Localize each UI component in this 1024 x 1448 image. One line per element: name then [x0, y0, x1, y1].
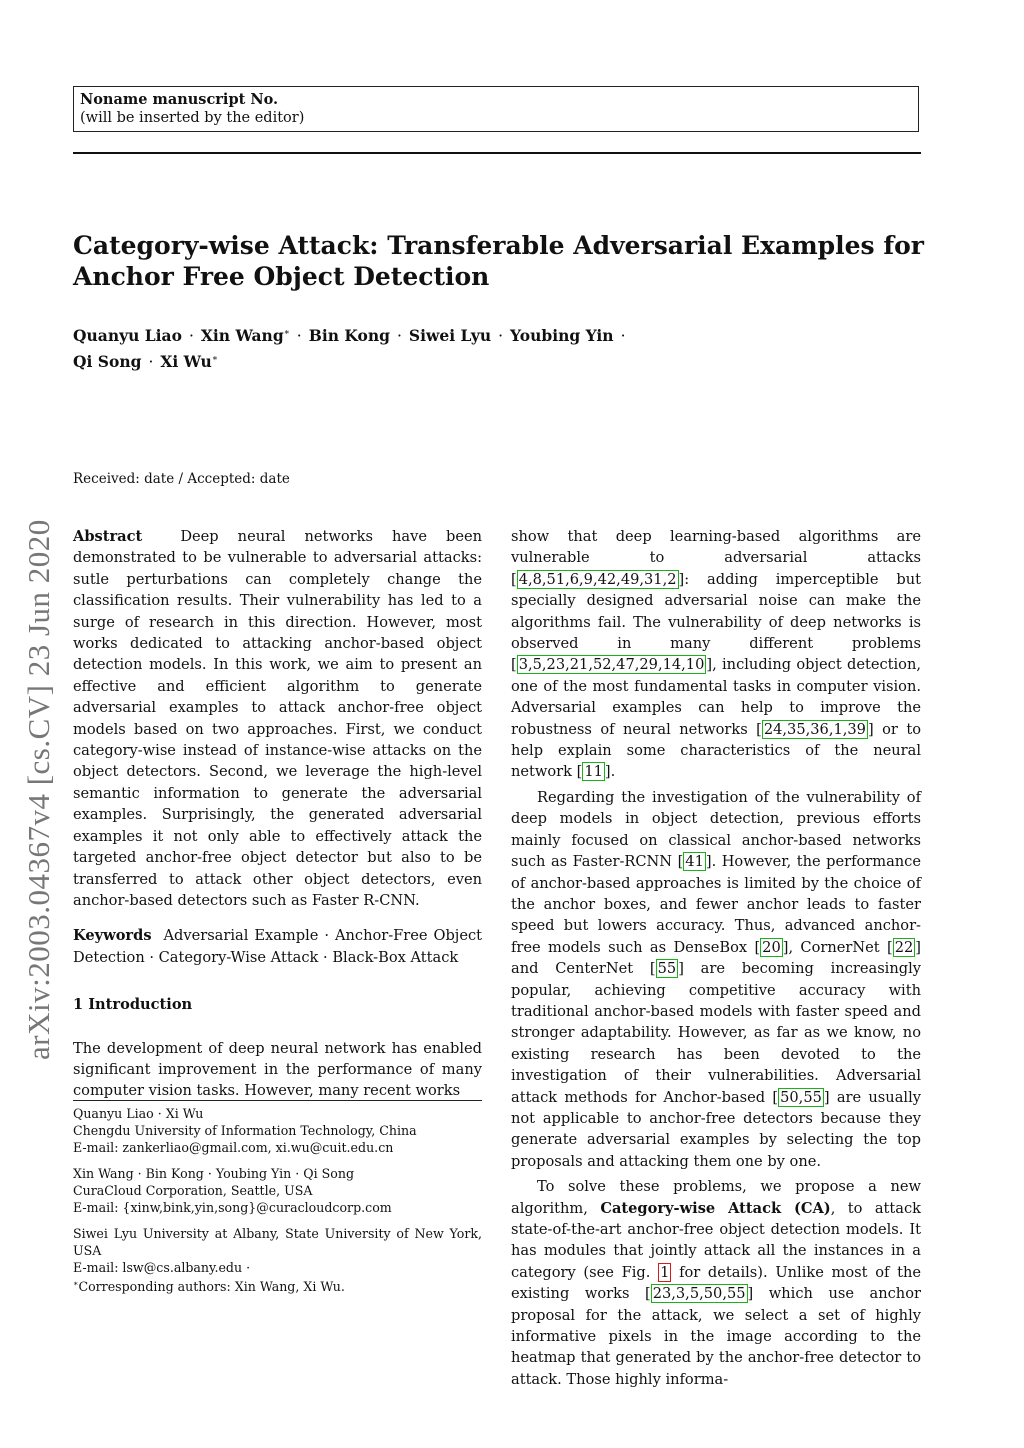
arxiv-stamp: arXiv:2003.04367v4 [cs.CV] 23 Jun 2020 [21, 519, 56, 1060]
citation-link[interactable]: 11 [584, 763, 603, 781]
left-column [73, 526, 482, 1106]
figure-link[interactable]: 1 [660, 1263, 670, 1281]
received-date: Received: date / Accepted: date [73, 471, 290, 487]
author-name: Xi Wu [160, 352, 212, 372]
manuscript-info-box [73, 86, 919, 132]
author-name: Qi Song [73, 352, 142, 372]
affiliation-3: Siwei Lyu University at Albany, State University of New York, USA E-mail: lsw@cs.albany.edu · ∗Corresponding authors: Xin Wang, Xi Wu. [73, 1226, 482, 1295]
citation-link[interactable]: 4,8,51,6,9,42,49,31,2 [518, 570, 677, 588]
author-name: Bin Kong [308, 326, 390, 346]
section-heading: 1 Introduction [73, 996, 193, 1014]
paper-title: Category-wise Attack: Transferable Adversarial Examples for Anchor Free Object Detection [73, 231, 924, 291]
citation-link[interactable]: 23,3,5,50,55 [652, 1285, 746, 1303]
author-name: Xin Wang [200, 326, 284, 346]
method-name: Category-wise Attack (CA) [600, 1199, 831, 1217]
citation-link[interactable]: 41 [685, 853, 704, 871]
author-name: Quanyu Liao [73, 326, 182, 346]
author-list: Quanyu Liao · Xin Wang∗ · Bin Kong · Siwei Lyu · Youbing Yin · Qi Song · Xi Wu∗ [73, 326, 626, 372]
citation-link[interactable]: 20 [762, 938, 781, 956]
footnote-rule [73, 1100, 482, 1101]
author-name: Youbing Yin [510, 326, 614, 346]
keywords-text: Adversarial Example · Anchor-Free Object Detection · Category-Wise Attack · Black-Box Attack [73, 927, 482, 966]
intro-paragraph-3: To solve these problems, we propose a new algorithm, Category-wise Attack (CA), to attack state-of-the-art anchor-free object detection models. It has modules that jointly attack all the instances in a category (see Fig. 1 for details). Unlike most of the existing works [ 23,3,5,50,55 ] which use anchor proposal for the attack, we select a set of highly informative pixels in the image according to the heatmap that generated by the anchor-free detector to attack. Those highly informa- [511, 1178, 922, 1388]
affiliation-2: Xin Wang · Bin Kong · Youbing Yin · Qi Song CuraCloud Corporation, Seattle, USA E-mail: {xinw,bink,yin,song}@curacloudcorp.com [73, 1166, 392, 1215]
citation-link[interactable]: 50,55 [780, 1088, 822, 1106]
author-name: Siwei Lyu [408, 326, 492, 346]
abstract-label: Abstract [73, 528, 143, 545]
abstract-text: Deep neural networks have been demonstrated to be vulnerable to adversarial attacks: sutle perturbations can completely change the classification results. Their vulnerability has led to a surge of research in this direction. However, most works dedicated to attacking anchor-based object detection models. In this work, we aim to present an effective and efficient algorithm to generate adversarial examples to attack anchor-free object models based on two approaches. First, we conduct category-wise instead of instance-wise attacks on the object detectors. Second, we leverage the high-level semantic information to generate the adversarial examples. Surprisingly, the generated adversarial examples it not only able to effectively attack the targeted anchor-free object detector but also to be transferred to attack other object detectors, even anchor-based detectors such as Faster R-CNN. [73, 528, 483, 909]
manuscript-number: Noname manuscript No. [80, 91, 279, 108]
header-rule [73, 152, 921, 154]
corresponding-mark: ∗ [211, 354, 218, 365]
corresponding-mark: ∗ [283, 328, 290, 338]
citation-link[interactable]: 24,35,36,1,39 [763, 720, 866, 738]
editor-note: (will be inserted by the editor) [80, 110, 305, 126]
keywords-label: Keywords [73, 927, 152, 945]
citation-link[interactable]: 22 [894, 938, 914, 956]
intro-paragraph-continued: show that deep learning-based algorithms are vulnerable to adversarial attacks [ 4,8,51,6,9,42,49,31,2 ]: adding imperceptible but specially designed adversarial noise can make the algorithms fail. The vulnerability of deep networks is observed in many different problems [ 3,5,23,21,52,47,29,14,10 ], including object detection, one of the most fundamental tasks in computer vision. Adversarial examples can help to improve the robustness of neural networks [ 24,35,36,1,39 ] or to help explain some characteristics of the neural network [ 11 ]. [511, 528, 921, 781]
affiliation-1: Quanyu Liao · Xi Wu Chengdu University of Information Technology, China E-mail: zankerliao@gmail.com, xi.wu@cuit.edu.cn [73, 1106, 417, 1155]
corresponding-footnote: ∗Corresponding authors: Xin Wang, Xi Wu. [73, 1279, 345, 1295]
intro-paragraph-2: Regarding the investigation of the vulnerability of deep models in object detection, previous efforts mainly focused on classical anchor-based networks such as Faster-RCNN [ 41 ]. However, the performance of anchor-based approaches is limited by the choice of the anchor boxes, and fewer anchor leads to faster speed but lowers accuracy. Thus, advanced anchor-free models such as DenseBox [ 20 ], CornerNet [ 22 ] and CenterNet [ 55 ] are becoming increasingly popular, achieving competitive accuracy with traditional anchor-based models with faster speed and stronger adaptability. However, as far as we know, no existing research has been devoted to the investigation of their vulnerabilities. Adversarial attack methods for Anchor-based [ 50,55 ] are usually not applicable to anchor-free detectors because they generate adversarial examples by selecting the top proposals and attacking them one by one. [511, 788, 922, 1170]
citation-link[interactable]: 3,5,23,21,52,47,29,14,10 [518, 656, 705, 674]
abstract [73, 526, 482, 911]
keywords [73, 925, 482, 968]
right-column [511, 526, 921, 1394]
citation-link[interactable]: 55 [657, 960, 677, 978]
intro-paragraph: The development of deep neural network has enabled significant improvement in the performance of many computer vision tasks. However, many recent works [73, 1039, 482, 1100]
